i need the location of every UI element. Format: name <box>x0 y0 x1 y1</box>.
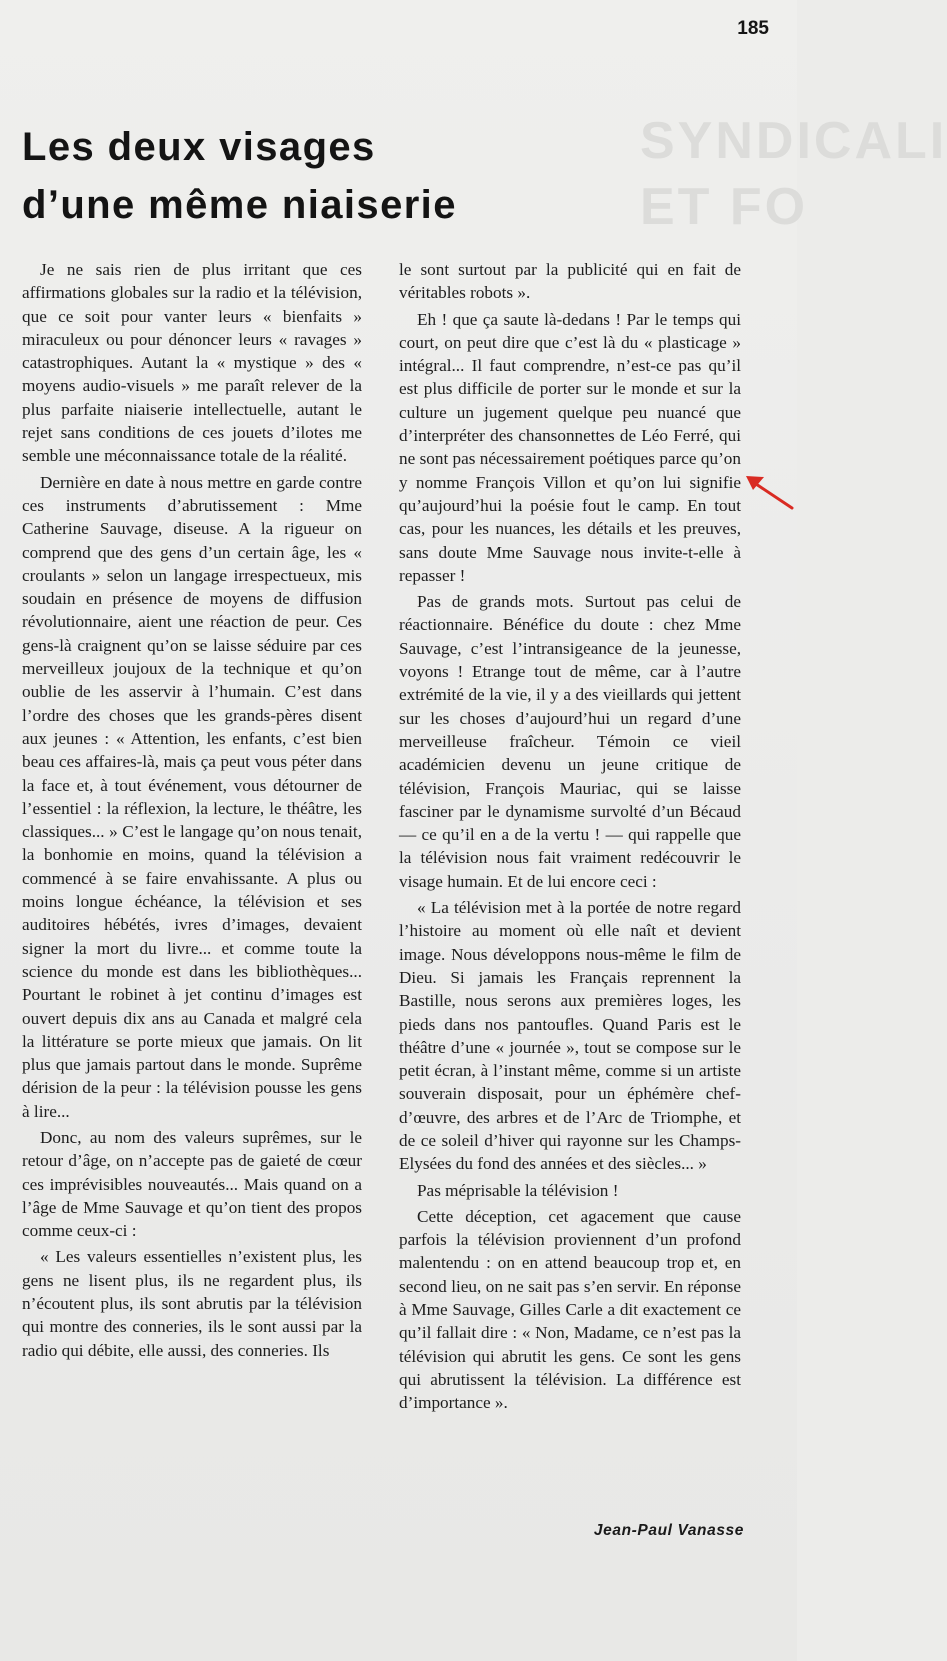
background-title-line: SYNDICALI <box>640 112 947 170</box>
background-title-line: ET FO <box>640 178 809 236</box>
article-title-line-1: Les deux visages <box>22 125 376 169</box>
right-column <box>399 258 741 1418</box>
left-column <box>22 258 362 1365</box>
quote-paragraph: « La télévision met à la portée de notre regard l’histoire au moment où elle naît et devient image. Nous développons nous-même le film de Dieu. Si jamais les Français reprennent la Bastille, nous serons aux premières loges, les pieds dans nos pantoufles. Quand Paris est le théâtre d’une « journée », tout se compose sur le petit écran, à l’instant même, comme si un artiste souverain disposait, pour un éphémère chef-d’œuvre, des arbres et de l’Arc de Triomphe, et de ce soleil d’hiver qui rayonne sur les Champs-Elysées du fond des années et des siècles... » <box>399 898 741 1174</box>
paragraph: Pas de grands mots. Surtout pas celui de réactionnaire. Bénéfice du doute : chez Mme Sauvage, c’est l’intransigeance de la jeunesse, voyons ! Etrange tout de même, car à l’autre extrémité de la vie, il y a des vieillards qui jettent sur les choses d’aujourd’hui un regard d’une merveilleuse fraîcheur. Témoin ce vieil académicien devenu un jeune critique de télévision, François Mauriac, qui se laisse fasciner par le dynamisme survolté d’un Bécaud — ce qu’il en a de la vertu ! — qui rappelle que la télévision nous fait vraiment redécouvrir le visage humain. Et de lui encore ceci : <box>399 592 741 891</box>
paragraph: Eh ! que ça saute là-dedans ! Par le temps qui court, on peut dire que c’est là du « plasticage » intégral... Il faut comprendre, n’est-ce pas qu’il est plus difficile de porter sur le monde et sur la culture un jugement quelque peu nuancé que d’interpréter des chansonnettes de Léo Ferré, qui ne sont pas nécessairement poétiques parce qu’on y nomme François Villon et qu’on lui signifie qu’aujourd’hui la poésie fout le camp. En tout cas, pour les nuances, les détails et les preuves, sans doute Mme Sauvage nous invite-t-elle à repasser ! <box>399 309 741 585</box>
paragraph: Cette déception, cet agacement que cause parfois la télévision proviennent d’un profond malentendu : on en attend beaucoup trop et, en second lieu, on ne sait pas s’en servir. En réponse à Mme Sauvage, Gilles Carle a dit exactement ce qu’il fallait dire : « Non, Madame, ce n’est pas la télévision qui abrutit les gens. Ce sont les gens qui abrutissent la télévision. La différence est d’importance ». <box>399 1206 741 1413</box>
paragraph: Je ne sais rien de plus irritant que ces affirmations globales sur la radio et la télévision, que ce soit pour vanter leurs « bienfaits » miraculeux ou pour dénoncer leurs « ravages » catastrophiques. Autant la « mystique » des « moyens audio-visuels » me paraît relever de la plus parfaite niaiserie intellectuelle, autant le rejet sans conditions de ces jouets d’ilotes me semble une méconnaissance totale de la réalité. <box>22 260 362 466</box>
red-arrow-icon <box>744 472 794 512</box>
article-title <box>22 118 457 234</box>
paragraph: Dernière en date à nous mettre en garde contre ces instruments d’abrutissement : Mme Catherine Sauvage, diseuse. A la rigueur on comprend que des gens d’un certain âge, les « croulants » selon un langage irrespectueux, mis soudain en présence de moyens de diffusion révolutionnaire, aient une réaction de peur. Ces gens-là craignent qu’on se laisse séduire par ces merveilleux joujoux de la technique et qu’on oublie de les asservir à l’humain. C’est dans l’ordre des choses que les grands-pères disent aux jeunes : « Attention, les enfants, c’est bien beau ces affaires-là, mais ça peut vous péter dans la face et, à tout événement, vous détourner de l’essentiel : la réflexion, la lecture, le théâtre, les classiques... » C’est le langage qu’on nous tenait, la bonhomie en moins, quand la télévision a commencé à se faire envahissante. A plus ou moins longue échéance, la télévision et ses auditoires hébétés, ivres d’images, devaient signer la mort du livre... et comme toute la science du monde est dans les bibliothèques... Pourtant le robinet à jet continu d’images est ouvert depuis dix ans au Canada et malgré cela la littérature se porte mieux que jamais. On lit plus que jamais partout dans le monde. Suprême dérision de la peur : la télévision pousse les gens à lire... <box>22 472 362 1121</box>
article-title-line-2: d’une même niaiserie <box>22 183 457 227</box>
author-signature: Jean-Paul Vanasse <box>593 1522 744 1539</box>
background-bleedthrough-title <box>640 108 947 240</box>
paragraph-continuation: le sont surtout par la publicité qui en fait de véritables robots ». <box>399 260 741 303</box>
page-number: 185 <box>737 18 769 39</box>
paragraph: Donc, au nom des valeurs suprêmes, sur le retour d’âge, on n’accepte pas de gaieté de cœur ces imprévisibles nouveautés... Mais quand on a l’âge de Mme Sauvage et qu’on tient des propos comme ceux-ci : <box>22 1127 362 1241</box>
quote-paragraph: « Les valeurs essentielles n’existent plus, les gens ne lisent plus, ils ne regardent plus, ils n’écoutent plus, ils sont abrutis par la télévision qui montre des conneries, ils le sont aussi par la radio qui débite, elle aussi, des conneries. Ils <box>22 1247 362 1360</box>
paragraph: Pas méprisable la télévision ! <box>417 1180 619 1200</box>
